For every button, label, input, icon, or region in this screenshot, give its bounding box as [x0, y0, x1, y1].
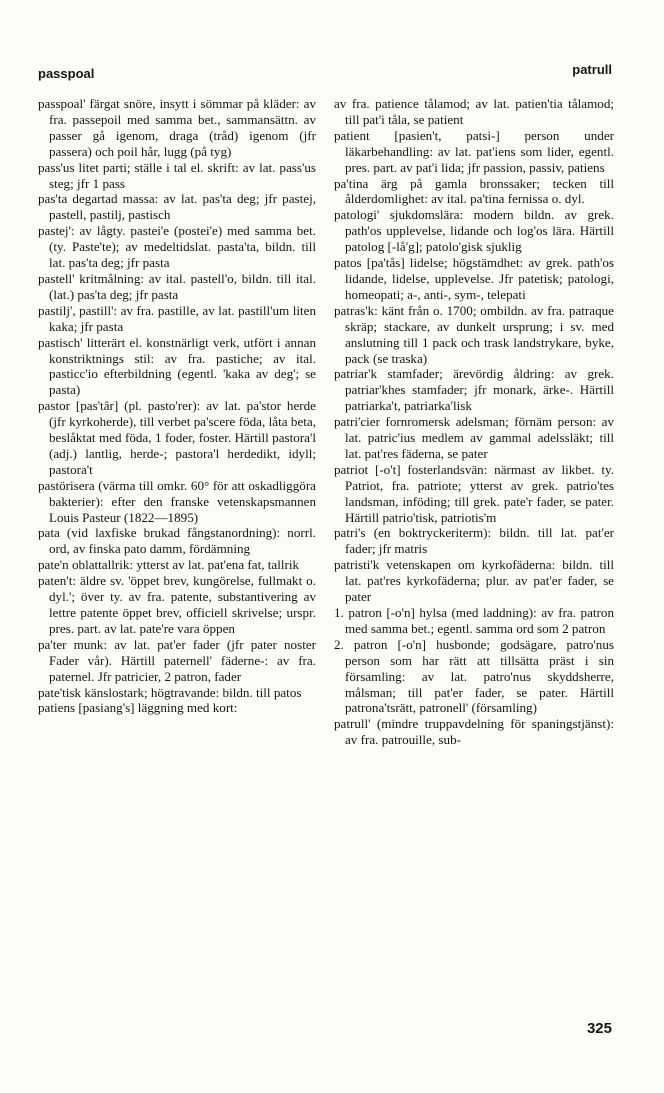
dictionary-entry: passpoal' färgat snöre, insytt i sömmar på kläder: av fra. passepoil med samma bet., sammansättn. av passer gå igenom, draga (tråd) igenom (jfr passera) och poil hår, lugg (på tyg) — [38, 96, 316, 159]
dictionary-entry: pastell' kritmålning: av ital. pastell'o, bildn. till ital. (lat.) pas'ta deg; jfr pasta — [38, 270, 316, 302]
left-column — [38, 96, 316, 716]
dictionary-entry: 2. patron [-o'n] husbonde; godsägare, patro'nus person som har rätt att tillsätta präst i sin församling: av lat. patro'nus skyddsherre, målsman; till pat'er fader, se pater. Härtill patrona'tsrätt, patronell' (församling) — [334, 636, 614, 716]
dictionary-entry: pas'ta degartad massa: av lat. pas'ta deg; jfr pastej, pastell, pastilj, pastisch — [38, 191, 316, 223]
dictionary-entry: pata (vid laxfiske brukad fångstanordning): norrl. ord, av finska pato damm, fördämning — [38, 525, 316, 557]
dictionary-entry: pa'tina ärg på gamla bronssaker; tecken till ålderdomlighet: av ital. pa'tina fernissa o. dyl. — [334, 175, 614, 207]
right-column — [334, 96, 614, 748]
dictionary-entry: patri'cier fornromersk adelsman; förnäm person: av lat. patric'ius medlem av gammal adelssläkt; till lat. pat'res fäderna, se pater — [334, 414, 614, 461]
dictionary-entry: av fra. patience tålamod; av lat. patien'tia tålamod; till pat'i tåla, se patient — [334, 96, 614, 127]
dictionary-entry: patras'k: känt från o. 1700; ombildn. av fra. patraque skräp; stackare, av dunkelt ursprung; i sv. med anslutning till 1 pack och trask landstrykare, byke, pack (se traska) — [334, 302, 614, 366]
dictionary-entry: patiens [pasiang's] läggning med kort: — [38, 700, 238, 716]
dictionary-entry: pastej': av lågty. pastei'e (postei'e) med samma bet. (ty. Paste'te); av medeltidslat. pasta'ta, bildn. till lat. pas'ta deg; jfr pasta — [38, 223, 316, 271]
dictionary-entry: patriar'k stamfader; ärevördig åldring: av grek. patriar'khes stamfader; jfr monark, ärke-. Härtill patriarka't, patriarka'lisk — [334, 366, 614, 414]
dictionary-entry: pastörisera (värma till omkr. 60° för att oskadliggöra bakterier): efter den franske vetenskapsmannen Louis Pasteur (1822—1895) — [38, 477, 316, 525]
dictionary-entry: pastisch' litterärt el. konstnärligt verk, utfört i annan konstriktnings stil: av fra. pastiche; av ital. pasticc'io efterbildning (egentl. 'kaka av deg'; se pasta) — [38, 334, 316, 398]
dictionary-entry: pa'ter munk: av lat. pat'er fader (jfr pater noster Fader vår). Härtill paternell' fäderne-: av fra. paternel. Jfr patricier, 2 patron, fader — [38, 636, 316, 684]
dictionary-entry: pate'n oblattallrik: ytterst av lat. pat'ena fat, tallrik — [38, 557, 300, 573]
dictionary-entry: patri's (en boktryckeriterm): bildn. till lat. pat'er fader; jfr matris — [334, 525, 614, 557]
page-number: 325 — [586, 1020, 612, 1037]
running-head-right: patrull — [572, 62, 612, 77]
running-head-left: passpoal — [38, 66, 95, 81]
dictionary-entry: patos [pa'tås] lidelse; högstämdhet: av grek. path'os lidande, lidelse, upplevelse. Jfr patetisk; patologi, homeopati; a-, anti-, sym-, telepati — [334, 255, 614, 302]
dictionary-entry: paten't: äldre sv. 'öppet brev, kungörelse, fullmakt o. dyl.'; över ty. av fra. patente, substantivering av lettre patente öppet brev, officiell skrivelse; urspr. pres. part. av lat. pate're vara öppen — [38, 573, 316, 636]
dictionary-entry: pass'us litet parti; ställe i tal el. skrift: av lat. pass'us steg; jfr 1 pass — [38, 159, 316, 191]
dictionary-entry: pastilj', pastill': av fra. pastille, av lat. pastill'um liten kaka; jfr pasta — [38, 302, 316, 334]
dictionary-entry: patient [pasien't, patsi-] person under läkarbehandling: av lat. pat'iens som lider, egentl. pres. part. av pat'i lida; jfr passion, passiv, patiens — [334, 127, 614, 175]
dictionary-entry: pastor [pas'târ] (pl. pasto'rer): av lat. pa'stor herde (jfr kyrkoherde), till verbet pa'scere föda, låta beta, beslåktat med föda, 1 foder, foster. Härtill pastora'l (adj.) lantlig, herde-; pastora'l herdedikt, idyll; pastora't — [38, 398, 316, 477]
dictionary-entry: 1. patron [-o'n] hylsa (med laddning): av fra. patron med samma bet.; egentl. samma ord som 2 patron — [334, 605, 614, 636]
dictionary-entry: patristi'k vetenskapen om kyrkofäderna: bildn. till lat. pat'res kyrkofäderna; plur. av pat'er fader, se pater — [334, 557, 614, 605]
dictionary-entry: patologi' sjukdomslära: modern bildn. av grek. path'os upplevelse, lidande och log'os lära. Härtill patolog [-lå'g]; patolo'gisk sjuklig — [334, 207, 614, 255]
dictionary-entry: patriot [-o't] fosterlandsvän: närmast av likbet. ty. Patriot, fra. patriote; ytterst av grek. patrio'tes landsman, inföding; till grek. pate'r fader, se pater. Härtill patrio'tisk, patriotis'm — [334, 461, 614, 525]
dictionary-entry: pate'tisk känslostark; högtravande: bildn. till patos — [38, 684, 302, 700]
dictionary-entry: patrull' (mindre truppavdelning för spaningstjänst): av fra. patrouille, sub- — [334, 716, 614, 748]
